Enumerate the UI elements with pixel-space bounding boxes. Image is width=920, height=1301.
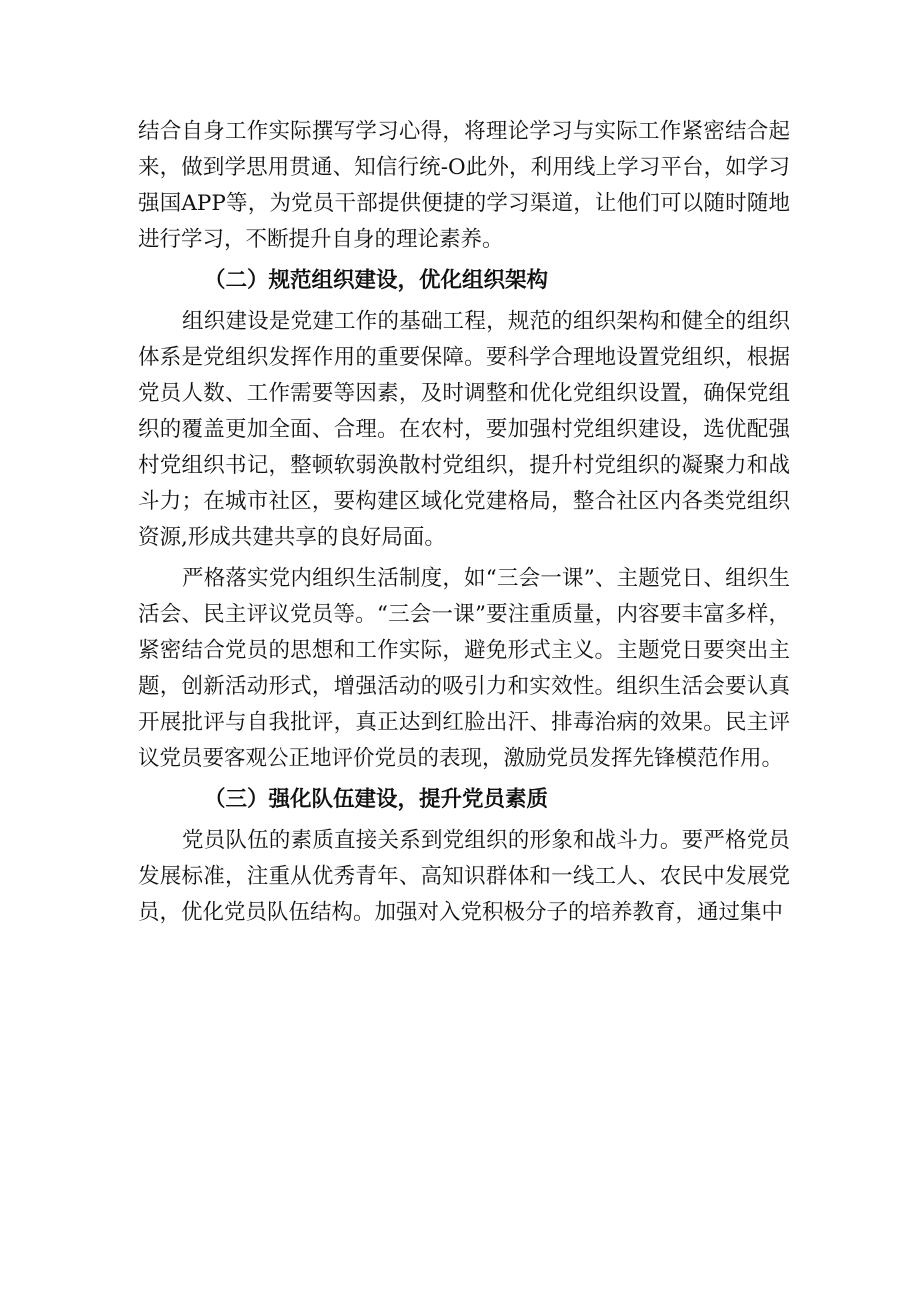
paragraph-team-building: 党员队伍的素质直接关系到党组织的形象和战斗力。要严格党员发展标准，注重从优秀青年、高知识群体和一线工人、农民中发展党员，优化党员队伍结构。加强对入党积极分子的培养教育，通过集中 [138,828,790,925]
document-body [138,114,790,936]
paragraph-organization-building: 组织建设是党建工作的基础工程，规范的组织架构和健全的组织体系是党组织发挥作用的重要保障。要科学合理地设置党组织，根据党员人数、工作需要等因素，及时调整和优化党组织设置，确保党组织的覆盖更加全面、合理。在农村，要加强村党组织建设，选优配强村党组织书记，整顿软弱涣散村党组织，提升村党组织的凝聚力和战斗力；在城市社区，要构建区域化党建格局，整合社区内各类党组织资源,形成共建共享的良好局面。 [138,309,790,550]
paragraph-study-notes: 结合自身工作实际撰写学习心得，将理论学习与实际工作紧密结合起来，做到学思用贯通、知信行统-O此外，利用线上学习平台，如学习强国APP等，为党员干部提供便捷的学习渠道，让他们可以随时随地进行学习，不断提升自身的理论素养。 [138,119,790,252]
section-heading-team: （三）强化队伍建设，提升党员素质 [204,787,549,812]
section-heading-organization: （二）规范组织建设，优化组织架构 [204,268,549,293]
paragraph-organization-life: 严格落实党内组织生活制度，如“三会一课”、主题党日、组织生活会、民主评议党员等。“三会一课”要注重质量，内容要丰富多样，紧密结合党员的思想和工作实际，避免形式主义。主题党日要突出主题，创新活动形式，增强活动的吸引力和实效性。组织生活会要认真开展批评与自我批评，真正达到红脸出汗、排毒治病的效果。民主评议党员要客观公正地评价党员的表现，激励党员发挥先锋模范作用。 [138,566,790,771]
